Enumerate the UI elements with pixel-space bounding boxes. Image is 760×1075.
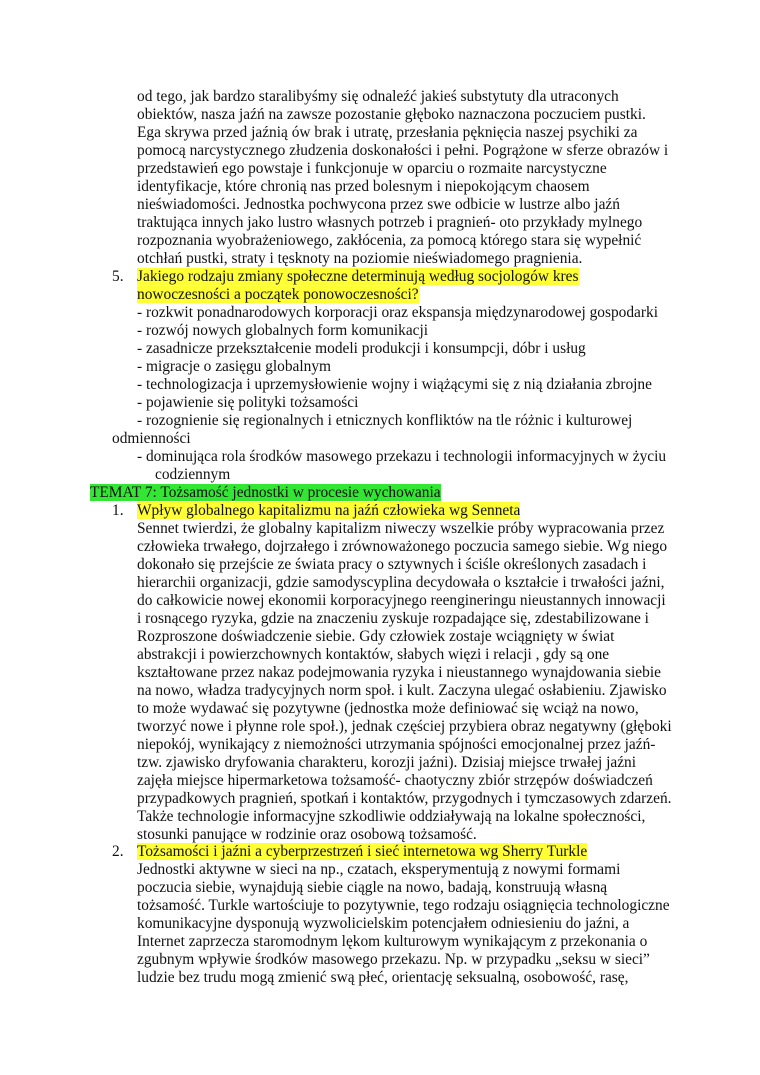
list-number: 1. [112,502,124,519]
text-line: tworzyć nowe i płynne role społ.), jednak częściej przybiera obraz negatywny (głęboki [137,718,672,735]
text-line: Ega skrywa przed jaźnią ów brak i utratę, przesłania pęknięcia naszej psychiki za [137,124,638,141]
list-number: 5. [112,268,124,285]
bullet-item: - dominująca rola środków masowego przekazu i technologii informacyjnych w życiu [137,448,667,465]
bullet-item: - zasadnicze przekształcenie modeli produkcji i konsumpcji, dóbr i usług [137,340,586,357]
text-line: traktująca innych jako lustro własnych potrzeb i pragnień- oto przykłady mylnego [137,214,643,231]
text-line: zgubnym wpływie środków masowego przekazu. Np. w przypadku „seksu w sieci” [137,951,650,968]
question-title-line: Jakiego rodzaju zmiany społeczne determinują według socjologów kres [137,268,579,285]
text-line: to może wydawać się pozytywne (jednostka może definiować się wciąż na nowo, [137,700,639,717]
text-line: ludzie bez trudu mogą zmienić swą płeć, orientację seksualną, osobowość, rasę, [137,969,629,986]
text-line: komunikacyjne dysponują wyzwolicielskim potencjałem odniesieniu do jaźni, a [137,915,630,932]
text-line: stosunki panujące w rodzinie oraz osobową tożsamość. [137,826,477,843]
topic-heading: TEMAT 7: Tożsamość jednostki w procesie wychowania [90,484,441,501]
bullet-item-continuation: odmienności [112,430,191,447]
text-line: tzw. zjawisko dryfowania charakteru, korozji jaźni). Dzisiaj miejsce trwałej jaźni [137,754,636,771]
text-line: Jednostki aktywne w sieci na np., czatach, eksperymentują z nowymi formami [137,861,621,878]
text-line: nieświadomości. Jednostka pochwycona przez swe odbicie w lustrze albo jaźń [137,196,620,213]
text-line: hierarchii organizacji, gdzie samodyscyplina decydowała o kształcie i trwałości jaźni, [137,574,665,591]
text-line: człowieka trwałego, dojrzałego i zrównoważonego poczucia samego siebie. Wg niego [137,538,668,555]
bullet-item: - rozkwit ponadnarodowych korporacji oraz ekspansja międzynarodowej gospodarki [137,304,658,321]
text-line: do całkowicie nowej ekonomii korporacyjnego reengineringu nieustannych innowacji [137,592,666,609]
text-line: tożsamość. Turkle wartościuje to pozytywnie, tego rodzaju osiągnięcia technologiczne [137,897,670,914]
text-line: poczucia siebie, wynajdują siebie ciągle na nowo, badają, konstruują własną [137,879,608,896]
text-line: kształtowane przez nakaz podejmowania ryzyka i nieustannego wynajdowania siebie [137,664,661,681]
text-line: od tego, jak bardzo staralibyśmy się odnaleźć jakieś substytuty dla utraconych [137,88,619,105]
bullet-item: - migracje o zasięgu globalnym [137,358,332,375]
text-line: i rosnącego ryzyka, gdzie na znaczeniu zyskuje rozpadające się, zdestabilizowane i [137,610,649,627]
text-line: Internet zaprzecza staromodnym lękom kulturowym wynikającym z przekonania o [137,933,648,950]
text-line: otchłań pustki, straty i tęsknoty na poziomie nieświadomego pragnienia. [137,250,583,267]
text-line: Sennet twierdzi, że globalny kapitalizm niweczy wszelkie próby wypracowania przez [137,520,665,537]
bullet-item: - technologizacja i uprzemysłowienie wojny i wiążącymi się z nią działania zbrojne [137,376,652,393]
bullet-item: - pojawienie się polityki tożsamości [137,394,359,411]
bullet-item: - rozognienie się regionalnych i etnicznych konfliktów na tle różnic i kulturowej [137,412,633,429]
list-number: 2. [112,843,124,860]
item-title: Tożsamości i jaźni a cyberprzestrzeń i sieć internetowa wg Sherry Turkle [137,843,588,860]
text-line: niepokój, wynikający z niemożności utrzymania spójności emocjonalnej przez jaźń- [137,736,656,753]
text-line: rozpoznania wyobrażeniowego, zakłócenia, za pomocą którego stara się wypełnić [137,232,642,249]
question-title-line: nowoczesności a początek ponowoczesności? [137,286,419,303]
bullet-item-continuation: codziennym [155,466,231,483]
text-line: Rozproszone doświadczenie siebie. Gdy człowiek zostaje wciągnięty w świat [137,628,615,645]
text-line: dokonało się przejście ze świata pracy o sztywnych i ściśle określonych zasadach i [137,556,647,573]
text-line: zajęła miejsce hipermarketowa tożsamość- chaotyczny zbiór strzępów doświadczeń [137,772,653,789]
text-line: identyfikacje, które chronią nas przed bolesnym i niepokojącym chaosem [137,178,590,195]
bullet-item: - rozwój nowych globalnych form komunikacji [137,322,429,339]
text-line: na nowo, władza tradycyjnych norm społ. i kult. Zaczyna ulegać osłabieniu. Zjawisko [137,682,667,699]
text-line: przypadkowych pragnień, spotkań i kontaktów, przygodnych i tymczasowych zdarzeń. [137,790,672,807]
text-line: Także technologie informacyjne szkodliwie oddziaływają na lokalne społeczności, [137,808,646,825]
item-title: Wpływ globalnego kapitalizmu na jaźń człowieka wg Senneta [137,502,521,519]
text-line: przedstawień ego powstaje i funkcjonuje w oparciu o rozmaite narcystyczne [137,160,607,177]
text-line: obiektów, nasza jaźń na zawsze pozostanie głęboko naznaczona poczuciem pustki. [137,106,646,123]
text-line: abstrakcji i powierzchownych kontaktów, słabych więzi i relacji , gdy są one [137,646,610,663]
text-line: pomocą narcystycznego złudzenia doskonałości i pełni. Pogrążone w sferze obrazów i [137,142,669,159]
